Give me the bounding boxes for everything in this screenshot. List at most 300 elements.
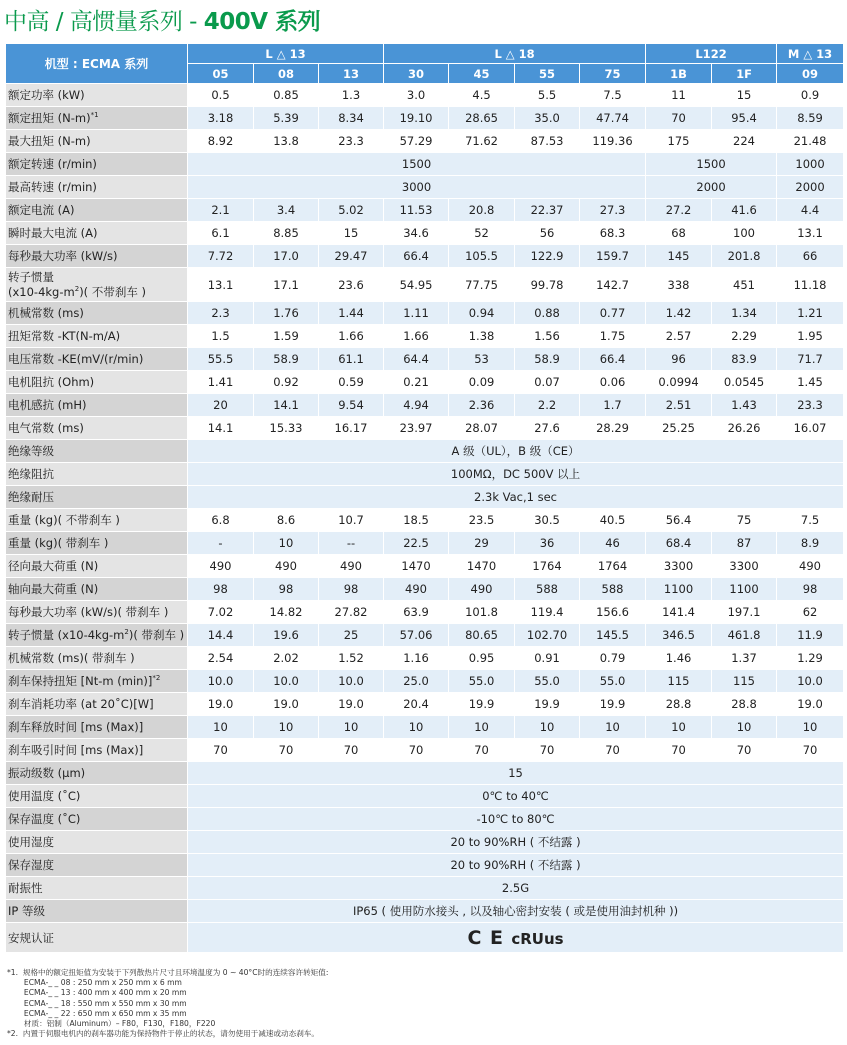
full-value-cell: IP65 ( 使用防水接头 , 以及轴心密封安装 ( 或是使用油封机种 )) xyxy=(188,900,844,923)
page-title xyxy=(4,6,320,38)
table-row xyxy=(6,624,844,647)
value-cell: 461.8 xyxy=(712,624,777,647)
value-cell: 25.25 xyxy=(646,417,712,440)
table-row xyxy=(6,394,844,417)
value-cell: 3.0 xyxy=(384,84,449,107)
row-label-text: 额定扭矩 (N-m) xyxy=(8,111,91,125)
footnote-line: *2. 内置于伺服电机内的刹车器功能为保持物件于停止的状态，请勿使用于减速或动态刹车。 xyxy=(7,1029,320,1039)
row-label xyxy=(6,417,188,440)
title-suffix: 400V 系列 xyxy=(203,9,321,35)
row-label-text: 电压常数 -KE(mV/(r/min) xyxy=(8,352,144,366)
value-cell: 1.44 xyxy=(319,302,384,325)
value-cell: 5.02 xyxy=(319,199,384,222)
value-cell: 55.0 xyxy=(580,670,646,693)
value-cell: 0.88 xyxy=(515,302,580,325)
value-cell: 4.5 xyxy=(449,84,515,107)
value-cell: 8.34 xyxy=(319,107,384,130)
table-row xyxy=(6,578,844,601)
value-cell: 20.8 xyxy=(449,199,515,222)
value-cell: 338 xyxy=(646,268,712,302)
row-label xyxy=(6,785,188,808)
table-row xyxy=(6,463,844,486)
value-cell: 30.5 xyxy=(515,509,580,532)
row-label xyxy=(6,486,188,509)
value-cell: 28.65 xyxy=(449,107,515,130)
spec-table xyxy=(5,43,844,953)
table-row xyxy=(6,716,844,739)
table-row xyxy=(6,130,844,153)
row-label-text: 每秒最大功率 (kW/s) xyxy=(8,249,118,263)
value-cell: 11.53 xyxy=(384,199,449,222)
value-cell: 8.6 xyxy=(254,509,319,532)
value-cell: 490 xyxy=(384,578,449,601)
value-cell: 1.46 xyxy=(646,647,712,670)
value-cell: 1.66 xyxy=(384,325,449,348)
row-label-text: 最高转速 (r/min) xyxy=(8,180,97,194)
model-code: 05 xyxy=(188,64,254,84)
value-cell: 16.17 xyxy=(319,417,384,440)
value-cell: 6.1 xyxy=(188,222,254,245)
model-code: 1B xyxy=(646,64,712,84)
row-label xyxy=(6,693,188,716)
value-cell: 55.0 xyxy=(449,670,515,693)
value-cell: 64.4 xyxy=(384,348,449,371)
group-header: L △ 13 xyxy=(188,44,384,64)
value-cell: 2.02 xyxy=(254,647,319,670)
value-cell: 11 xyxy=(646,84,712,107)
value-cell: 588 xyxy=(515,578,580,601)
row-label xyxy=(6,176,188,199)
full-value-cell: -10℃ to 80℃ xyxy=(188,808,844,831)
value-cell: 20.4 xyxy=(384,693,449,716)
value-cell: 19.0 xyxy=(254,693,319,716)
row-label-text: 瞬时最大电流 (A) xyxy=(8,226,98,240)
footnotes xyxy=(7,968,328,1039)
value-cell: 2.2 xyxy=(515,394,580,417)
value-cell: 1.76 xyxy=(254,302,319,325)
value-cell: 3.4 xyxy=(254,199,319,222)
row-label xyxy=(6,762,188,785)
footnote-line: 材质：铝制（Aluminum）– F80，F130，F180，F220 xyxy=(7,1019,216,1029)
value-cell: 98 xyxy=(319,578,384,601)
row-label-part: )( 不带刹车 ) xyxy=(79,284,146,299)
value-cell: 70 xyxy=(449,739,515,762)
value-cell: 175 xyxy=(646,130,712,153)
value-cell: 0.94 xyxy=(449,302,515,325)
model-code: 55 xyxy=(515,64,580,84)
model-code: 1F xyxy=(712,64,777,84)
row-label xyxy=(6,199,188,222)
table-row xyxy=(6,509,844,532)
value-cell: 8.59 xyxy=(777,107,844,130)
row-label xyxy=(6,900,188,923)
value-cell: 10 xyxy=(188,716,254,739)
value-cell: 10 xyxy=(777,716,844,739)
value-cell: 10.7 xyxy=(319,509,384,532)
row-label-text: 保存温度 (˚C) xyxy=(8,812,81,826)
value-cell: 7.5 xyxy=(580,84,646,107)
row-label-text: 振动级数 (μm) xyxy=(8,766,86,780)
value-cell: 0.59 xyxy=(319,371,384,394)
row-label-text: 电气常数 (ms) xyxy=(8,421,84,435)
value-cell: 7.5 xyxy=(777,509,844,532)
value-cell: 70 xyxy=(580,739,646,762)
row-label xyxy=(6,670,188,693)
value-cell: 145.5 xyxy=(580,624,646,647)
footnote-line: ECMA-_ _ 22 : 650 mm x 650 mm x 35 mm xyxy=(7,1008,187,1018)
value-cell: 19.9 xyxy=(580,693,646,716)
ce-mark-icon: C E xyxy=(467,926,505,949)
value-cell: 56 xyxy=(515,222,580,245)
value-cell: 14.1 xyxy=(254,394,319,417)
value-cell: 17.1 xyxy=(254,268,319,302)
value-cell: 28.07 xyxy=(449,417,515,440)
value-cell: 19.9 xyxy=(449,693,515,716)
row-label-tail: )( 带刹车 ) xyxy=(128,628,185,642)
footnote-line: *1. 规格中的额定扭矩值为安装于下列散热片尺寸且环境温度为 0 ~ 40°C时的连续容许转矩值: xyxy=(7,968,329,977)
value-cell: 10 xyxy=(515,716,580,739)
full-value-cell: 2.5G xyxy=(188,877,844,900)
value-cell: 41.6 xyxy=(712,199,777,222)
model-code: 30 xyxy=(384,64,449,84)
row-label-line: 转子惯量 xyxy=(8,270,54,285)
value-cell: 101.8 xyxy=(449,601,515,624)
cul-mark-icon: cRUus xyxy=(511,929,564,948)
row-label xyxy=(6,647,188,670)
value-cell: 83.9 xyxy=(712,348,777,371)
row-label-text: 每秒最大功率 (kW/s)( 带刹车 ) xyxy=(8,605,169,619)
value-cell: 10 xyxy=(646,716,712,739)
value-cell: 122.9 xyxy=(515,245,580,268)
table-row xyxy=(6,176,844,199)
value-cell: 1.29 xyxy=(777,647,844,670)
value-cell: 224 xyxy=(712,130,777,153)
value-cell: 1.52 xyxy=(319,647,384,670)
value-cell: 53 xyxy=(449,348,515,371)
full-value-cell: 15 xyxy=(188,762,844,785)
value-cell: 201.8 xyxy=(712,245,777,268)
value-cell: 23.5 xyxy=(449,509,515,532)
table-row xyxy=(6,808,844,831)
value-cell: 15 xyxy=(319,222,384,245)
value-cell: 2.36 xyxy=(449,394,515,417)
value-cell: 23.6 xyxy=(319,268,384,302)
value-cell: 28.8 xyxy=(712,693,777,716)
value-cell: 98 xyxy=(777,578,844,601)
value-cell: 54.95 xyxy=(384,268,449,302)
value-cell: 27.3 xyxy=(580,199,646,222)
table-row xyxy=(6,601,844,624)
footnote-line: ECMA-_ _ 08 : 250 mm x 250 mm x 6 mm xyxy=(7,978,182,988)
table-row xyxy=(6,371,844,394)
value-cell: 115 xyxy=(646,670,712,693)
value-cell: 26.26 xyxy=(712,417,777,440)
value-cell: 1.75 xyxy=(580,325,646,348)
row-label-text: 刹车吸引时间 [ms (Max)] xyxy=(8,743,144,757)
value-cell: 25 xyxy=(319,624,384,647)
table-body xyxy=(6,84,844,953)
value-cell: 4.94 xyxy=(384,394,449,417)
value-cell: 70 xyxy=(319,739,384,762)
row-label xyxy=(6,394,188,417)
value-cell: 19.0 xyxy=(188,693,254,716)
row-label xyxy=(6,877,188,900)
value-cell: 66 xyxy=(777,245,844,268)
value-cell: 102.70 xyxy=(515,624,580,647)
value-cell: 19.10 xyxy=(384,107,449,130)
value-cell: 5.39 xyxy=(254,107,319,130)
value-cell: 55.0 xyxy=(515,670,580,693)
value-cell: 70 xyxy=(254,739,319,762)
value-cell: 1.56 xyxy=(515,325,580,348)
value-cell: 1100 xyxy=(712,578,777,601)
value-cell: 105.5 xyxy=(449,245,515,268)
value-cell: 58.9 xyxy=(254,348,319,371)
model-code: 45 xyxy=(449,64,515,84)
value-cell: 0.5 xyxy=(188,84,254,107)
value-cell: 10 xyxy=(580,716,646,739)
model-code: 13 xyxy=(319,64,384,84)
value-cell: 10.0 xyxy=(777,670,844,693)
value-cell: 10.0 xyxy=(254,670,319,693)
value-cell: 70 xyxy=(646,107,712,130)
row-label xyxy=(6,716,188,739)
value-cell: 58.9 xyxy=(515,348,580,371)
value-cell: 10 xyxy=(449,716,515,739)
footnote-line: ECMA-_ _ 18 : 550 mm x 550 mm x 30 mm xyxy=(7,998,187,1008)
value-cell: 115 xyxy=(712,670,777,693)
row-label-text: 机械常数 (ms) xyxy=(8,306,84,320)
value-cell: 19.0 xyxy=(319,693,384,716)
value-cell: 19.0 xyxy=(777,693,844,716)
row-label xyxy=(6,532,188,555)
row-label xyxy=(6,739,188,762)
value-cell: 16.07 xyxy=(777,417,844,440)
row-label xyxy=(6,555,188,578)
value-cell: 15 xyxy=(712,84,777,107)
value-cell: 98 xyxy=(188,578,254,601)
merged-value-cell: 1500 xyxy=(188,153,646,176)
row-label-text: 使用温度 (˚C) xyxy=(8,789,81,803)
value-cell: 19.6 xyxy=(254,624,319,647)
value-cell: 99.78 xyxy=(515,268,580,302)
value-cell: 3300 xyxy=(646,555,712,578)
value-cell: 70 xyxy=(712,739,777,762)
table-row xyxy=(6,107,844,130)
value-cell: 1470 xyxy=(384,555,449,578)
value-cell: 0.9 xyxy=(777,84,844,107)
row-label xyxy=(6,107,188,130)
model-code: 75 xyxy=(580,64,646,84)
value-cell: 57.29 xyxy=(384,130,449,153)
value-cell: 23.3 xyxy=(319,130,384,153)
value-cell: 490 xyxy=(188,555,254,578)
value-cell: 23.3 xyxy=(777,394,844,417)
value-cell: 62 xyxy=(777,601,844,624)
value-cell: 0.95 xyxy=(449,647,515,670)
value-cell: 87 xyxy=(712,532,777,555)
model-label: 机型 : ECMA 系列 xyxy=(6,44,188,84)
value-cell: 13.8 xyxy=(254,130,319,153)
value-cell: 75 xyxy=(712,509,777,532)
row-label-sup: 2 xyxy=(124,628,129,637)
row-label-text: 额定功率 (kW) xyxy=(8,88,85,102)
value-cell: 57.06 xyxy=(384,624,449,647)
value-cell: 25.0 xyxy=(384,670,449,693)
value-cell: 0.92 xyxy=(254,371,319,394)
value-cell: 3300 xyxy=(712,555,777,578)
value-cell: 27.2 xyxy=(646,199,712,222)
row-label-part: (x10-4kg-m xyxy=(8,284,75,299)
row-label xyxy=(6,440,188,463)
value-cell: 10.0 xyxy=(319,670,384,693)
footnote-line: ECMA-_ _ 13 : 400 mm x 400 mm x 20 mm xyxy=(7,988,187,998)
row-label xyxy=(6,854,188,877)
row-label-line xyxy=(8,283,187,298)
row-label-text: IP 等级 xyxy=(8,904,45,918)
value-cell: 11.18 xyxy=(777,268,844,302)
table-row xyxy=(6,670,844,693)
table-header xyxy=(6,44,844,84)
value-cell: 1.3 xyxy=(319,84,384,107)
row-label xyxy=(6,325,188,348)
table-row xyxy=(6,245,844,268)
value-cell: 28.29 xyxy=(580,417,646,440)
table-row xyxy=(6,417,844,440)
value-cell: 14.4 xyxy=(188,624,254,647)
value-cell: 17.0 xyxy=(254,245,319,268)
value-cell: 1.38 xyxy=(449,325,515,348)
value-cell: 0.77 xyxy=(580,302,646,325)
value-cell: 34.6 xyxy=(384,222,449,245)
row-label xyxy=(6,808,188,831)
table-row xyxy=(6,268,844,302)
value-cell: 52 xyxy=(449,222,515,245)
value-cell: 29 xyxy=(449,532,515,555)
value-cell: 2.51 xyxy=(646,394,712,417)
table-row xyxy=(6,486,844,509)
model-code: 08 xyxy=(254,64,319,84)
value-cell: 27.6 xyxy=(515,417,580,440)
value-cell: 490 xyxy=(777,555,844,578)
row-label-text: 电机感抗 (mH) xyxy=(8,398,87,412)
merged-value-cell: 3000 xyxy=(188,176,646,199)
value-cell: 1.59 xyxy=(254,325,319,348)
row-label xyxy=(6,348,188,371)
full-value-cell: A 级（UL），B 级（CE） xyxy=(188,440,844,463)
table-row xyxy=(6,831,844,854)
value-cell: 0.21 xyxy=(384,371,449,394)
value-cell: 1.5 xyxy=(188,325,254,348)
row-label-text: 重量 (kg)( 不带刹车 ) xyxy=(8,513,120,527)
value-cell: 13.1 xyxy=(188,268,254,302)
table-row xyxy=(6,440,844,463)
row-label-text: 安规认证 xyxy=(8,930,54,945)
value-cell: 20 xyxy=(188,394,254,417)
value-cell: 71.62 xyxy=(449,130,515,153)
group-header: M △ 13 xyxy=(777,44,844,64)
row-label-text: 轴向最大荷重 (N) xyxy=(8,582,99,596)
value-cell: 1.45 xyxy=(777,371,844,394)
row-label-text: 刹车消耗功率 (at 20˚C)[W] xyxy=(8,697,154,711)
row-label xyxy=(6,130,188,153)
value-cell: 1.66 xyxy=(319,325,384,348)
row-label xyxy=(6,268,188,302)
value-cell: 61.1 xyxy=(319,348,384,371)
value-cell: 9.54 xyxy=(319,394,384,417)
value-cell: 490 xyxy=(449,578,515,601)
value-cell: 66.4 xyxy=(384,245,449,268)
value-cell: 1.42 xyxy=(646,302,712,325)
row-label-text: 扭矩常数 -KT(N-m/A) xyxy=(8,329,121,343)
row-label-text: 转子惯量 (x10-4kg-m xyxy=(8,628,125,642)
value-cell: 10 xyxy=(712,716,777,739)
value-cell: 197.1 xyxy=(712,601,777,624)
value-cell: 2.29 xyxy=(712,325,777,348)
value-cell: 1.7 xyxy=(580,394,646,417)
value-cell: 451 xyxy=(712,268,777,302)
table-row xyxy=(6,762,844,785)
value-cell: 5.5 xyxy=(515,84,580,107)
value-cell: 14.1 xyxy=(188,417,254,440)
row-label xyxy=(6,923,188,953)
full-value-cell: 0℃ to 40℃ xyxy=(188,785,844,808)
value-cell: 68 xyxy=(646,222,712,245)
row-label xyxy=(6,509,188,532)
value-cell: 70 xyxy=(515,739,580,762)
row-label-text: 绝缘阻抗 xyxy=(8,467,54,481)
value-cell: 145 xyxy=(646,245,712,268)
value-cell: 29.47 xyxy=(319,245,384,268)
row-label-sup: *2 xyxy=(152,674,161,683)
value-cell: 3.18 xyxy=(188,107,254,130)
value-cell: 66.4 xyxy=(580,348,646,371)
value-cell: 68.4 xyxy=(646,532,712,555)
value-cell: 28.8 xyxy=(646,693,712,716)
table-row xyxy=(6,199,844,222)
value-cell: 1764 xyxy=(515,555,580,578)
value-cell: 0.0545 xyxy=(712,371,777,394)
row-label-text: 绝缘耐压 xyxy=(8,490,54,504)
value-cell: 0.91 xyxy=(515,647,580,670)
value-cell: 11.9 xyxy=(777,624,844,647)
value-cell: 71.7 xyxy=(777,348,844,371)
value-cell: 1.41 xyxy=(188,371,254,394)
value-cell: 96 xyxy=(646,348,712,371)
value-cell: 27.82 xyxy=(319,601,384,624)
row-label xyxy=(6,624,188,647)
value-cell: 19.9 xyxy=(515,693,580,716)
table-row xyxy=(6,555,844,578)
value-cell: 70 xyxy=(384,739,449,762)
full-value-cell: 100MΩ，DC 500V 以上 xyxy=(188,463,844,486)
value-cell: 1.21 xyxy=(777,302,844,325)
value-cell: 4.4 xyxy=(777,199,844,222)
value-cell: 18.5 xyxy=(384,509,449,532)
table-row xyxy=(6,532,844,555)
row-label xyxy=(6,302,188,325)
row-label-text: 额定电流 (A) xyxy=(8,203,75,217)
value-cell: 40.5 xyxy=(580,509,646,532)
value-cell: 35.0 xyxy=(515,107,580,130)
row-label-sup: 2 xyxy=(74,285,80,294)
row-label xyxy=(6,463,188,486)
merged-value-cell: 1000 xyxy=(777,153,844,176)
value-cell: 119.4 xyxy=(515,601,580,624)
table-row xyxy=(6,923,844,953)
value-cell: 56.4 xyxy=(646,509,712,532)
table-row xyxy=(6,153,844,176)
